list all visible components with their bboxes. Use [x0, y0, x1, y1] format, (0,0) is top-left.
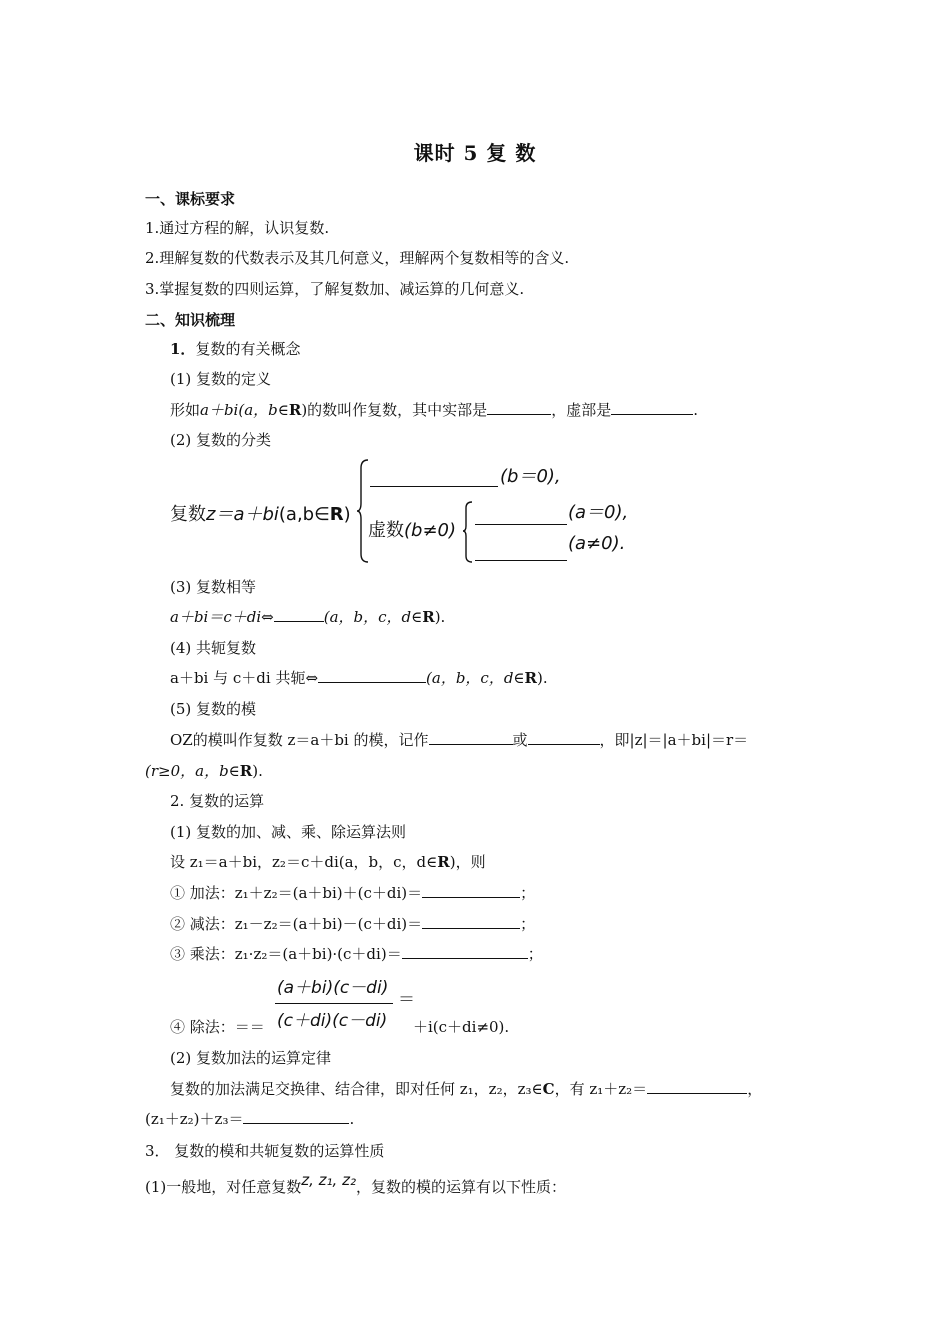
definition-heading: (1) 复数的定义 — [170, 370, 272, 388]
classification-left — [170, 500, 351, 526]
math-expr: 设 z₁＝a＋bi，z₂＝c＋di(a，b，c，d∈ — [170, 853, 438, 871]
math-expr: (a，b，c，d∈ — [323, 608, 423, 626]
math-expr: (z₁＋z₂)＋z₃＝ — [145, 1110, 244, 1128]
math-expr: a＋bi(a，b∈ — [200, 401, 289, 419]
fraction-numerator: (a＋bi)(c－di) — [277, 978, 389, 998]
division-fraction — [275, 973, 393, 1033]
text: 形如 — [170, 401, 201, 419]
equality-heading: (3) 复数相等 — [170, 578, 257, 596]
math-expr: ，有 z₁＋z₂＝ — [554, 1080, 648, 1098]
laws-heading: (2) 复数加法的运算定律 — [170, 1049, 332, 1067]
math-expr: (a，b，c，d∈ — [426, 669, 525, 687]
blank-addition[interactable] — [422, 883, 520, 898]
blank-imag-part[interactable] — [611, 400, 693, 415]
text: ，虚部是 — [551, 401, 612, 419]
subtraction-line — [170, 914, 535, 934]
blank-modulus-2[interactable] — [528, 730, 600, 745]
math-set: R — [422, 608, 435, 626]
subsection-1 — [170, 339, 300, 359]
text: 复数的加法满足交换律、结合律，即对任何 z₁，z₂，z₃∈ — [170, 1080, 543, 1098]
cond-b0: (b＝0), — [500, 466, 561, 487]
blank-nonpure-imag[interactable] — [475, 560, 567, 561]
text: 虚数 — [368, 520, 404, 541]
math-set: C — [542, 1080, 555, 1098]
requirement-item: 2.理解复数的代数表示及其几何意义，理解两个复数相等的含义. — [145, 249, 570, 267]
math-set: R — [239, 762, 253, 780]
subsection-3: 3． 复数的模和共轭复数的运算性质 — [145, 1142, 385, 1160]
math-expr: a＋bi＝c＋di⇔ — [170, 608, 274, 626]
math-set: R — [288, 401, 302, 419]
modulus-line — [170, 730, 748, 750]
conjugate-line — [170, 668, 548, 688]
cond-a0: (a＝0), — [568, 502, 629, 523]
left-brace-icon — [462, 500, 474, 564]
blank-conjugate[interactable] — [318, 668, 426, 683]
laws-line — [170, 1079, 762, 1099]
math-expr: (r≥0，a，b∈ — [145, 762, 240, 780]
text: ). — [537, 669, 548, 687]
math-expr: z＝a＋bi — [206, 504, 279, 525]
requirement-item: 3.掌握复数的四则运算，了解复数加、减运算的几何意义. — [145, 280, 525, 298]
math-cond: (a,b∈ — [278, 504, 330, 525]
text: )，则 — [449, 853, 486, 871]
math-set: R — [437, 853, 450, 871]
laws-line-2 — [145, 1109, 354, 1129]
definition-line — [170, 400, 698, 420]
text: )的数叫作复数，其中实部是 — [301, 401, 488, 419]
property-line — [145, 1171, 566, 1197]
imag-label — [368, 516, 456, 542]
blank-real[interactable] — [370, 486, 498, 487]
operations-heading: (1) 复数的加、减、乘、除运算法则 — [170, 823, 407, 841]
section-heading-knowledge: 二、知识梳理 — [145, 311, 236, 329]
blank-modulus-1[interactable] — [429, 730, 513, 745]
operations-setup — [170, 852, 486, 872]
blank-multiplication[interactable] — [402, 944, 528, 959]
text: ) — [343, 504, 351, 525]
modulus-line-2 — [145, 761, 263, 781]
text: OZ的模叫作复数 z＝a＋bi 的模，记作 — [170, 731, 429, 749]
requirement-item: 1.通过方程的解，认识复数. — [145, 219, 330, 237]
subsection-text: 复数的有关概念 — [195, 340, 301, 358]
text: ； — [527, 945, 543, 963]
blank-associative[interactable] — [243, 1109, 349, 1124]
blank-equality[interactable] — [274, 607, 324, 622]
text: ； — [520, 915, 536, 933]
blank-real-part[interactable] — [487, 400, 551, 415]
blank-pure-imag[interactable] — [475, 524, 567, 525]
math-cond: (b≠0) — [404, 520, 457, 541]
left-brace-icon — [356, 458, 370, 564]
math-expr: a＋bi 与 c＋di 共轭⇔ — [170, 669, 319, 687]
text: ， — [747, 1080, 763, 1098]
addition-line — [170, 883, 535, 903]
text: ). — [252, 762, 263, 780]
cond-ane0: (a≠0). — [568, 533, 626, 554]
fraction-denominator: (c＋di)(c－di) — [277, 1011, 388, 1031]
blank-commutative[interactable] — [647, 1079, 747, 1094]
text: (1)一般地，对任意复数 — [145, 1178, 302, 1196]
modulus-heading: (5) 复数的模 — [170, 700, 257, 718]
subsection-2: 2. 复数的运算 — [170, 792, 265, 810]
math-expr: ，即|z|＝|a＋bi|＝r＝ — [599, 731, 749, 749]
text: . — [693, 401, 698, 419]
text: ，复数的模的运算有以下性质： — [355, 1178, 566, 1196]
text: 或 — [512, 731, 528, 749]
multiplication-line — [170, 944, 543, 964]
classification-heading: (2) 复数的分类 — [170, 431, 272, 449]
math-set: R — [524, 669, 538, 687]
conjugate-heading: (4) 共轭复数 — [170, 639, 257, 657]
math-set: R — [329, 504, 344, 525]
text: ). — [434, 608, 446, 626]
text: ； — [520, 884, 536, 902]
math-expr: ② 减法：z₁－z₂＝(a＋bi)－(c＋di)＝ — [170, 915, 423, 933]
classification-diagram — [170, 458, 640, 568]
section-heading-requirements: 一、课标要求 — [145, 190, 236, 208]
math-vars: z, z₁, z₂ — [301, 1171, 356, 1189]
fraction-bar — [275, 1003, 393, 1004]
page-title: 课时 5 复 数 — [413, 141, 537, 165]
division-tail: ＋i(c＋di≠0). — [413, 1018, 510, 1036]
division-label: ④ 除法：＝＝ — [170, 1018, 265, 1036]
equality-line — [170, 607, 445, 627]
text: 复数 — [170, 504, 206, 525]
blank-subtraction[interactable] — [422, 914, 520, 929]
text: . — [349, 1110, 355, 1128]
division-equals: ＝ — [398, 990, 415, 1010]
math-expr: ① 加法：z₁＋z₂＝(a＋bi)＋(c＋di)＝ — [170, 884, 423, 902]
subsection-num: 1． — [170, 340, 196, 358]
math-expr: ③ 乘法：z₁·z₂＝(a＋bi)·(c＋di)＝ — [170, 945, 402, 963]
